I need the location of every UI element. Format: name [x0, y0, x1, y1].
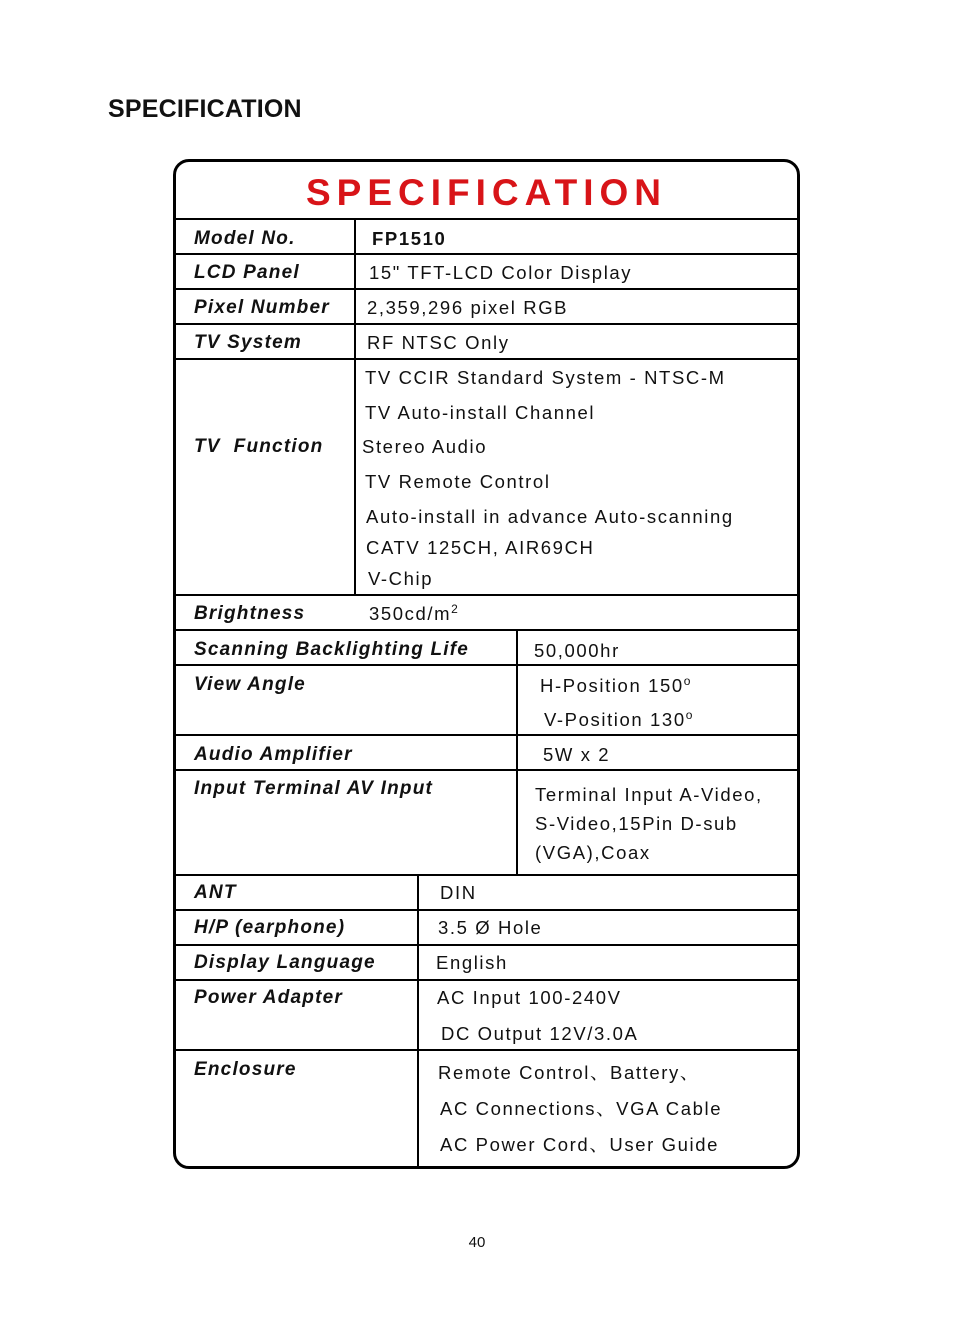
label-view-angle: View Angle	[194, 674, 306, 695]
specification-table	[173, 159, 800, 1169]
label-lcd-panel: LCD Panel	[194, 262, 300, 283]
row-divider	[176, 909, 797, 911]
label-pixel-number: Pixel Number	[194, 297, 330, 318]
label-backlight-life: Scanning Backlighting Life	[194, 639, 470, 660]
label-display-language: Display Language	[194, 952, 376, 973]
value-tv-system: RF NTSC Only	[367, 332, 510, 353]
row-divider	[176, 358, 797, 360]
degree-superscript: o	[683, 674, 693, 688]
value-enclosure-1: Remote Control、Battery、	[438, 1062, 700, 1083]
value-audio-amplifier: 5W x 2	[543, 744, 611, 765]
value-tv-function-3: Stereo Audio	[362, 436, 488, 457]
row-divider	[176, 594, 797, 596]
row-divider	[176, 288, 797, 290]
value-tv-function-7: V-Chip	[368, 568, 434, 589]
value-view-angle-v	[544, 708, 694, 731]
row-divider	[176, 1049, 797, 1051]
degree-superscript: o	[685, 708, 694, 722]
column-divider	[516, 629, 518, 875]
page-number: 40	[468, 1234, 486, 1251]
value-ant: DIN	[440, 882, 477, 903]
value-backlight-life: 50,000hr	[534, 640, 620, 661]
label-brightness: Brightness	[194, 603, 306, 624]
row-divider	[176, 629, 797, 631]
row-divider	[176, 253, 797, 255]
label-hp: H/P (earphone)	[194, 917, 346, 938]
value-model-no: FP1510	[372, 228, 447, 249]
row-divider	[176, 769, 797, 771]
label-enclosure: Enclosure	[194, 1059, 297, 1080]
brightness-unit-superscript: 2	[451, 602, 460, 616]
column-divider	[417, 874, 419, 1169]
value-input-terminal-3: (VGA),Coax	[535, 842, 651, 863]
value-tv-function-5: Auto-install in advance Auto-scanning	[366, 506, 734, 527]
column-divider	[354, 218, 356, 595]
label-input-terminal: Input Terminal AV Input	[194, 778, 434, 799]
row-divider	[176, 734, 797, 736]
row-divider	[176, 323, 797, 325]
label-power-adapter: Power Adapter	[194, 987, 343, 1008]
value-display-language: English	[436, 952, 508, 973]
v-position: V-Position 130	[544, 709, 686, 731]
label-tv-system: TV System	[194, 332, 302, 353]
value-lcd-panel: 15" TFT-LCD Color Display	[369, 262, 633, 283]
value-input-terminal-1: Terminal Input A-Video,	[535, 784, 763, 805]
value-tv-function-6: CATV 125CH, AIR69CH	[366, 537, 595, 558]
page-heading: SPECIFICATION	[108, 95, 302, 123]
row-divider	[176, 874, 797, 876]
value-view-angle-h	[540, 674, 692, 697]
value-tv-function-4: TV Remote Control	[365, 471, 551, 492]
table-title: SPECIFICATION	[306, 172, 667, 213]
value-pixel-number: 2,359,296 pixel RGB	[367, 297, 569, 318]
brightness-value: 350cd/m	[369, 603, 452, 625]
row-divider	[176, 664, 797, 666]
value-enclosure-3: AC Power Cord、User Guide	[440, 1134, 719, 1155]
row-divider	[176, 944, 797, 946]
value-brightness	[369, 602, 459, 625]
row-divider	[176, 218, 797, 220]
label-tv-function: TV Function	[194, 436, 324, 457]
value-hp: 3.5 Ø Hole	[438, 917, 543, 938]
value-input-terminal-2: S-Video,15Pin D-sub	[535, 813, 738, 834]
h-position: H-Position 150	[540, 675, 684, 697]
label-audio-amplifier: Audio Amplifier	[194, 744, 353, 765]
value-tv-function-1: TV CCIR Standard System - NTSC-M	[365, 367, 726, 388]
value-power-adapter-2: DC Output 12V/3.0A	[441, 1023, 639, 1044]
value-tv-function-2: TV Auto-install Channel	[365, 402, 596, 423]
row-divider	[176, 979, 797, 981]
label-model-no: Model No.	[194, 228, 296, 249]
label-ant: ANT	[194, 882, 237, 903]
value-enclosure-2: AC Connections、VGA Cable	[440, 1098, 723, 1119]
value-power-adapter-1: AC Input 100-240V	[437, 987, 622, 1008]
